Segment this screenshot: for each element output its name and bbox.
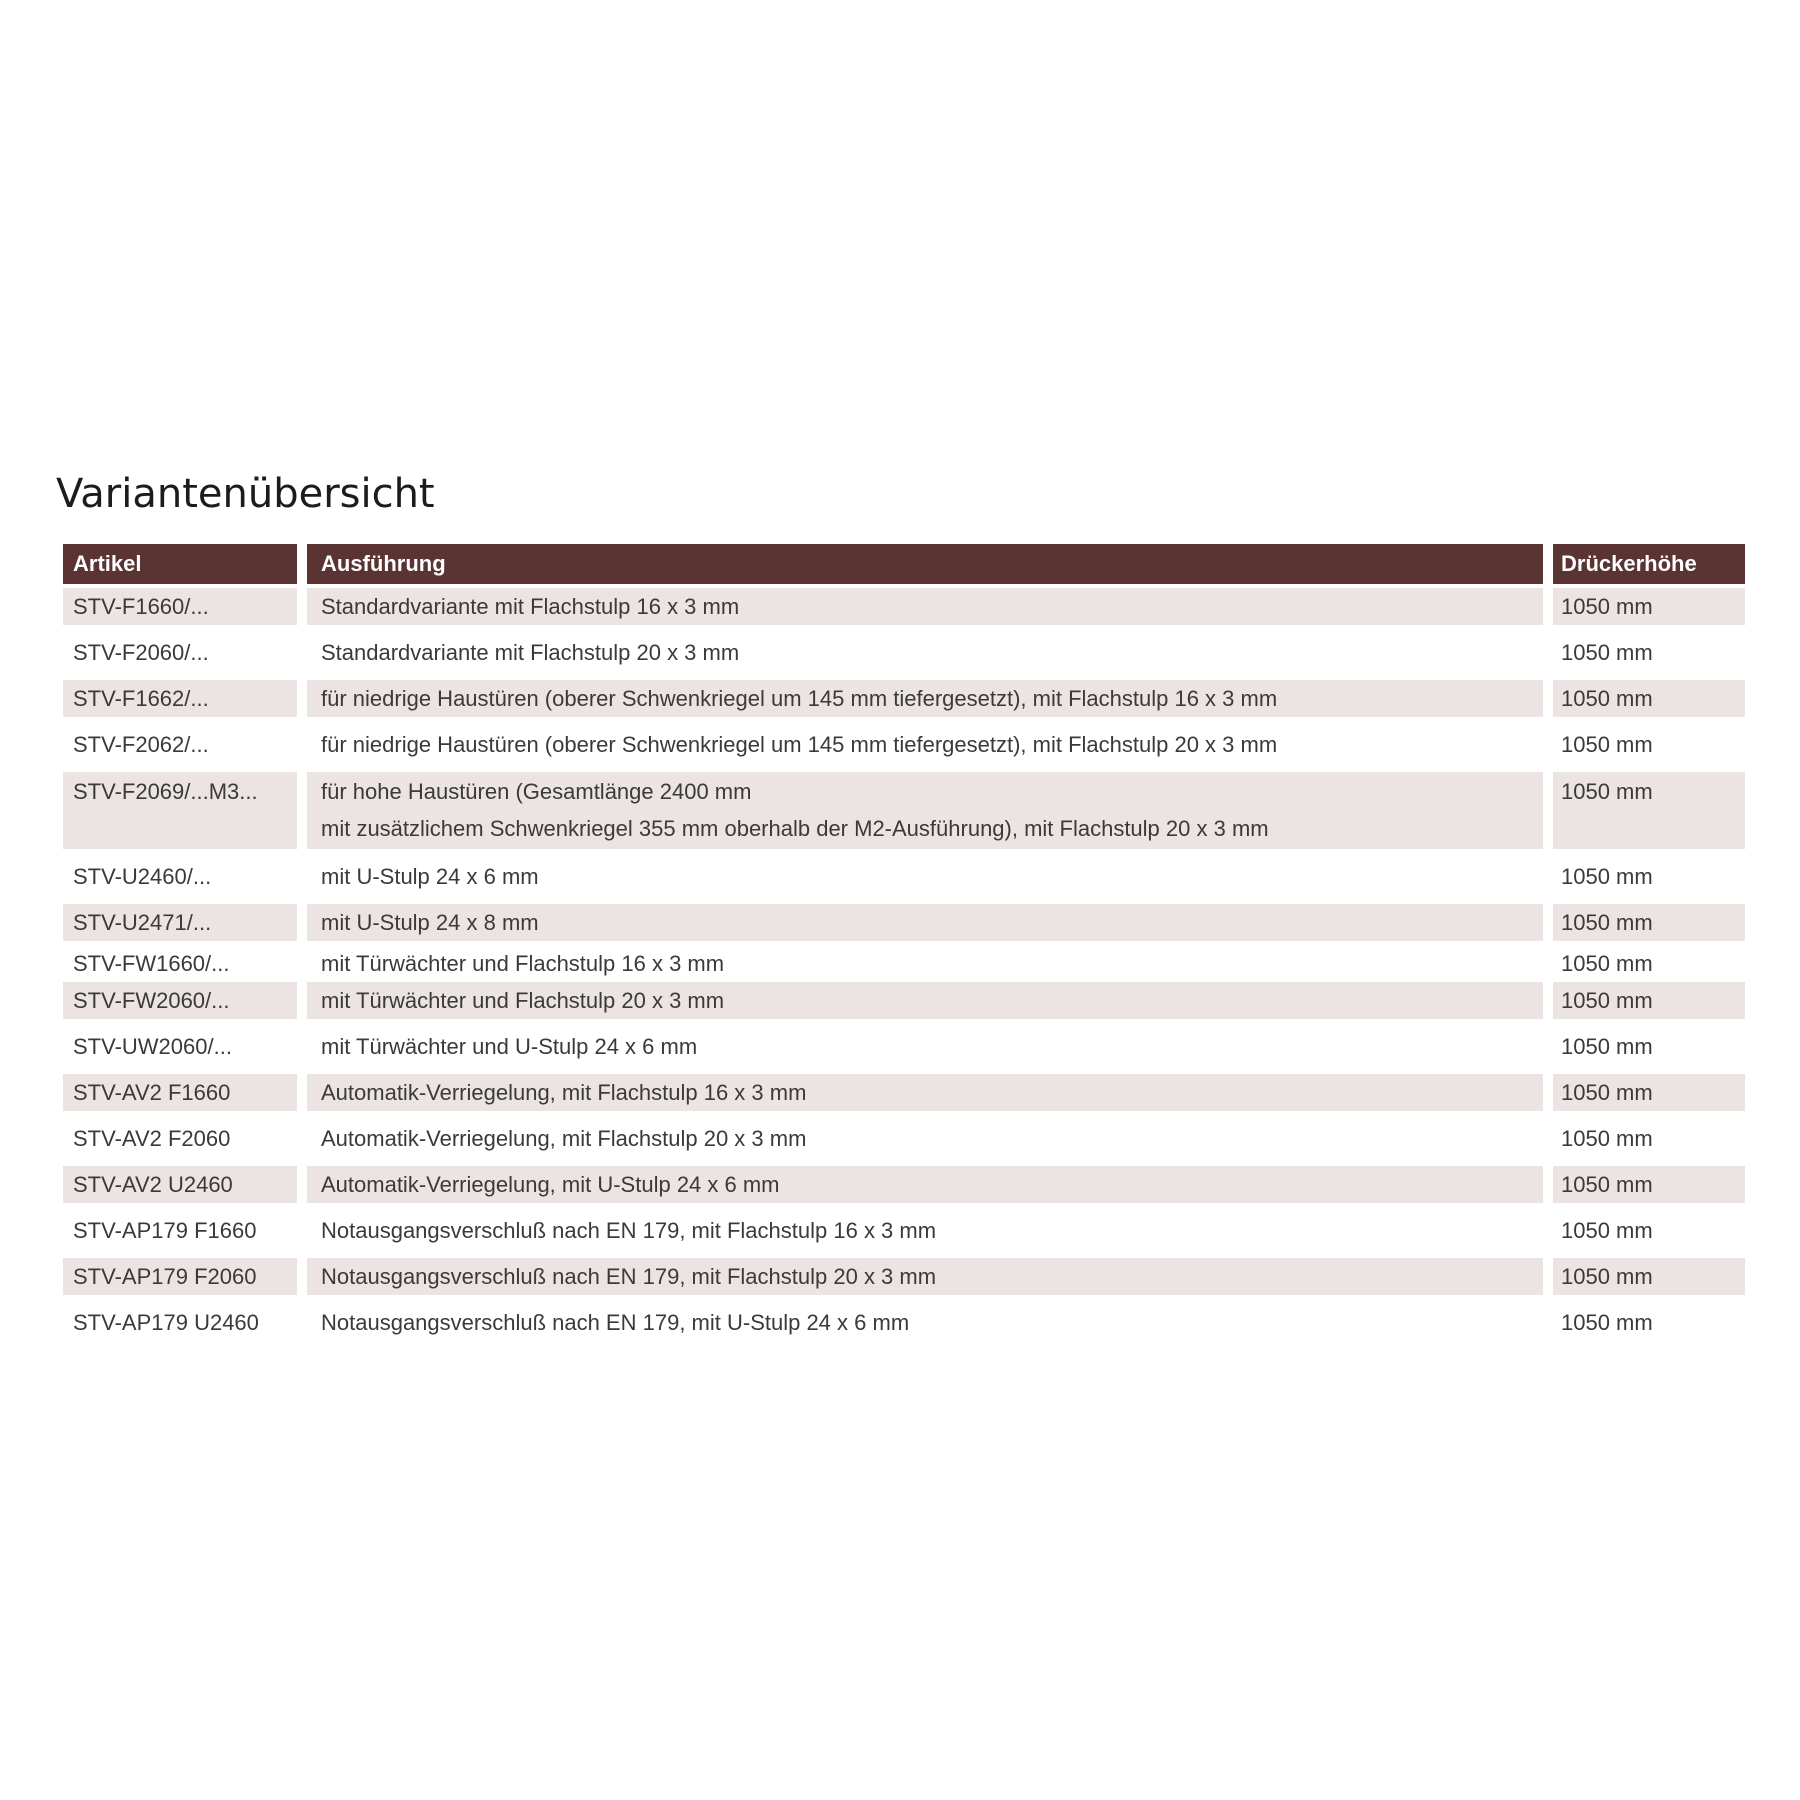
cell-artikel: STV-AP179 U2460 — [63, 1304, 297, 1341]
cell-drueckerhoehe: 1050 mm — [1553, 982, 1745, 1019]
cell-artikel: STV-AV2 F2060 — [63, 1120, 297, 1157]
cell-ausfuehrung — [307, 1028, 1543, 1065]
cell-drueckerhoehe: 1050 mm — [1553, 1120, 1745, 1157]
cell-artikel: STV-F2069/...M3... — [63, 772, 297, 849]
cell-ausfuehrung — [307, 726, 1543, 763]
column-header-drueckerhoehe: Drückerhöhe — [1553, 544, 1745, 584]
cell-ausfuehrung-line: Automatik-Verriegelung, mit U-Stulp 24 x 6 mm — [321, 1172, 780, 1197]
column-header-artikel: Artikel — [63, 544, 297, 584]
cell-ausfuehrung-line: für niedrige Haustüren (oberer Schwenkriegel um 145 mm tiefergesetzt), mit Flachstulp 16 x 3 mm — [321, 686, 1278, 711]
cell-ausfuehrung — [307, 1074, 1543, 1111]
cell-artikel: STV-F2060/... — [63, 634, 297, 671]
cell-ausfuehrung-line: mit Türwächter und U-Stulp 24 x 6 mm — [321, 1034, 698, 1059]
cell-drueckerhoehe: 1050 mm — [1553, 945, 1745, 982]
cell-ausfuehrung-line: Standardvariante mit Flachstulp 20 x 3 mm — [321, 640, 740, 665]
cell-artikel: STV-U2460/... — [63, 858, 297, 895]
cell-ausfuehrung-line: Notausgangsverschluß nach EN 179, mit U-Stulp 24 x 6 mm — [321, 1310, 910, 1335]
cell-ausfuehrung — [307, 1258, 1543, 1295]
cell-ausfuehrung-line: mit zusätzlichem Schwenkriegel 355 mm oberhalb der M2-Ausführung), mit Flachstulp 20 x 3 mm — [321, 816, 1269, 841]
cell-ausfuehrung-line: Automatik-Verriegelung, mit Flachstulp 20 x 3 mm — [321, 1126, 807, 1151]
cell-ausfuehrung — [307, 1304, 1543, 1341]
cell-drueckerhoehe: 1050 mm — [1553, 1166, 1745, 1203]
cell-artikel: STV-AP179 F2060 — [63, 1258, 297, 1295]
cell-ausfuehrung-line: Standardvariante mit Flachstulp 16 x 3 mm — [321, 594, 740, 619]
cell-ausfuehrung — [307, 588, 1543, 625]
cell-drueckerhoehe: 1050 mm — [1553, 1074, 1745, 1111]
cell-ausfuehrung — [307, 680, 1543, 717]
cell-artikel: STV-AV2 F1660 — [63, 1074, 297, 1111]
cell-drueckerhoehe: 1050 mm — [1553, 634, 1745, 671]
cell-ausfuehrung — [307, 904, 1543, 941]
cell-ausfuehrung — [307, 982, 1543, 1019]
cell-ausfuehrung — [307, 1166, 1543, 1203]
cell-ausfuehrung-line: mit Türwächter und Flachstulp 16 x 3 mm — [321, 951, 725, 976]
cell-artikel: STV-F1662/... — [63, 680, 297, 717]
cell-ausfuehrung-line: mit U-Stulp 24 x 6 mm — [321, 864, 539, 889]
cell-ausfuehrung-line: für hohe Haustüren (Gesamtlänge 2400 mm — [321, 779, 752, 804]
cell-ausfuehrung-line: Notausgangsverschluß nach EN 179, mit Flachstulp 20 x 3 mm — [321, 1264, 937, 1289]
cell-drueckerhoehe: 1050 mm — [1553, 904, 1745, 941]
cell-ausfuehrung — [307, 1212, 1543, 1249]
cell-ausfuehrung — [307, 945, 1543, 982]
cell-drueckerhoehe: 1050 mm — [1553, 1212, 1745, 1249]
cell-drueckerhoehe: 1050 mm — [1553, 680, 1745, 717]
cell-artikel: STV-FW1660/... — [63, 945, 297, 982]
cell-artikel: STV-F2062/... — [63, 726, 297, 763]
cell-ausfuehrung-line: Automatik-Verriegelung, mit Flachstulp 16 x 3 mm — [321, 1080, 807, 1105]
cell-drueckerhoehe: 1050 mm — [1553, 772, 1745, 849]
column-header-ausfuehrung: Ausführung — [307, 544, 1543, 584]
cell-ausfuehrung-line: für niedrige Haustüren (oberer Schwenkriegel um 145 mm tiefergesetzt), mit Flachstulp 20 x 3 mm — [321, 732, 1278, 757]
cell-drueckerhoehe: 1050 mm — [1553, 726, 1745, 763]
cell-artikel: STV-FW2060/... — [63, 982, 297, 1019]
cell-artikel: STV-U2471/... — [63, 904, 297, 941]
cell-ausfuehrung-line: mit Türwächter und Flachstulp 20 x 3 mm — [321, 988, 725, 1013]
cell-ausfuehrung-line: mit U-Stulp 24 x 8 mm — [321, 910, 539, 935]
cell-drueckerhoehe: 1050 mm — [1553, 1258, 1745, 1295]
page-title: Variantenübersicht — [56, 471, 435, 517]
cell-drueckerhoehe: 1050 mm — [1553, 588, 1745, 625]
cell-ausfuehrung — [307, 1120, 1543, 1157]
cell-ausfuehrung — [307, 772, 1543, 849]
cell-ausfuehrung — [307, 858, 1543, 895]
cell-drueckerhoehe: 1050 mm — [1553, 1304, 1745, 1341]
cell-drueckerhoehe: 1050 mm — [1553, 1028, 1745, 1065]
cell-artikel: STV-AV2 U2460 — [63, 1166, 297, 1203]
cell-artikel: STV-F1660/... — [63, 588, 297, 625]
cell-artikel: STV-UW2060/... — [63, 1028, 297, 1065]
cell-artikel: STV-AP179 F1660 — [63, 1212, 297, 1249]
cell-drueckerhoehe: 1050 mm — [1553, 858, 1745, 895]
variants-table — [63, 544, 1745, 1341]
cell-ausfuehrung — [307, 634, 1543, 671]
cell-ausfuehrung-line: Notausgangsverschluß nach EN 179, mit Flachstulp 16 x 3 mm — [321, 1218, 937, 1243]
